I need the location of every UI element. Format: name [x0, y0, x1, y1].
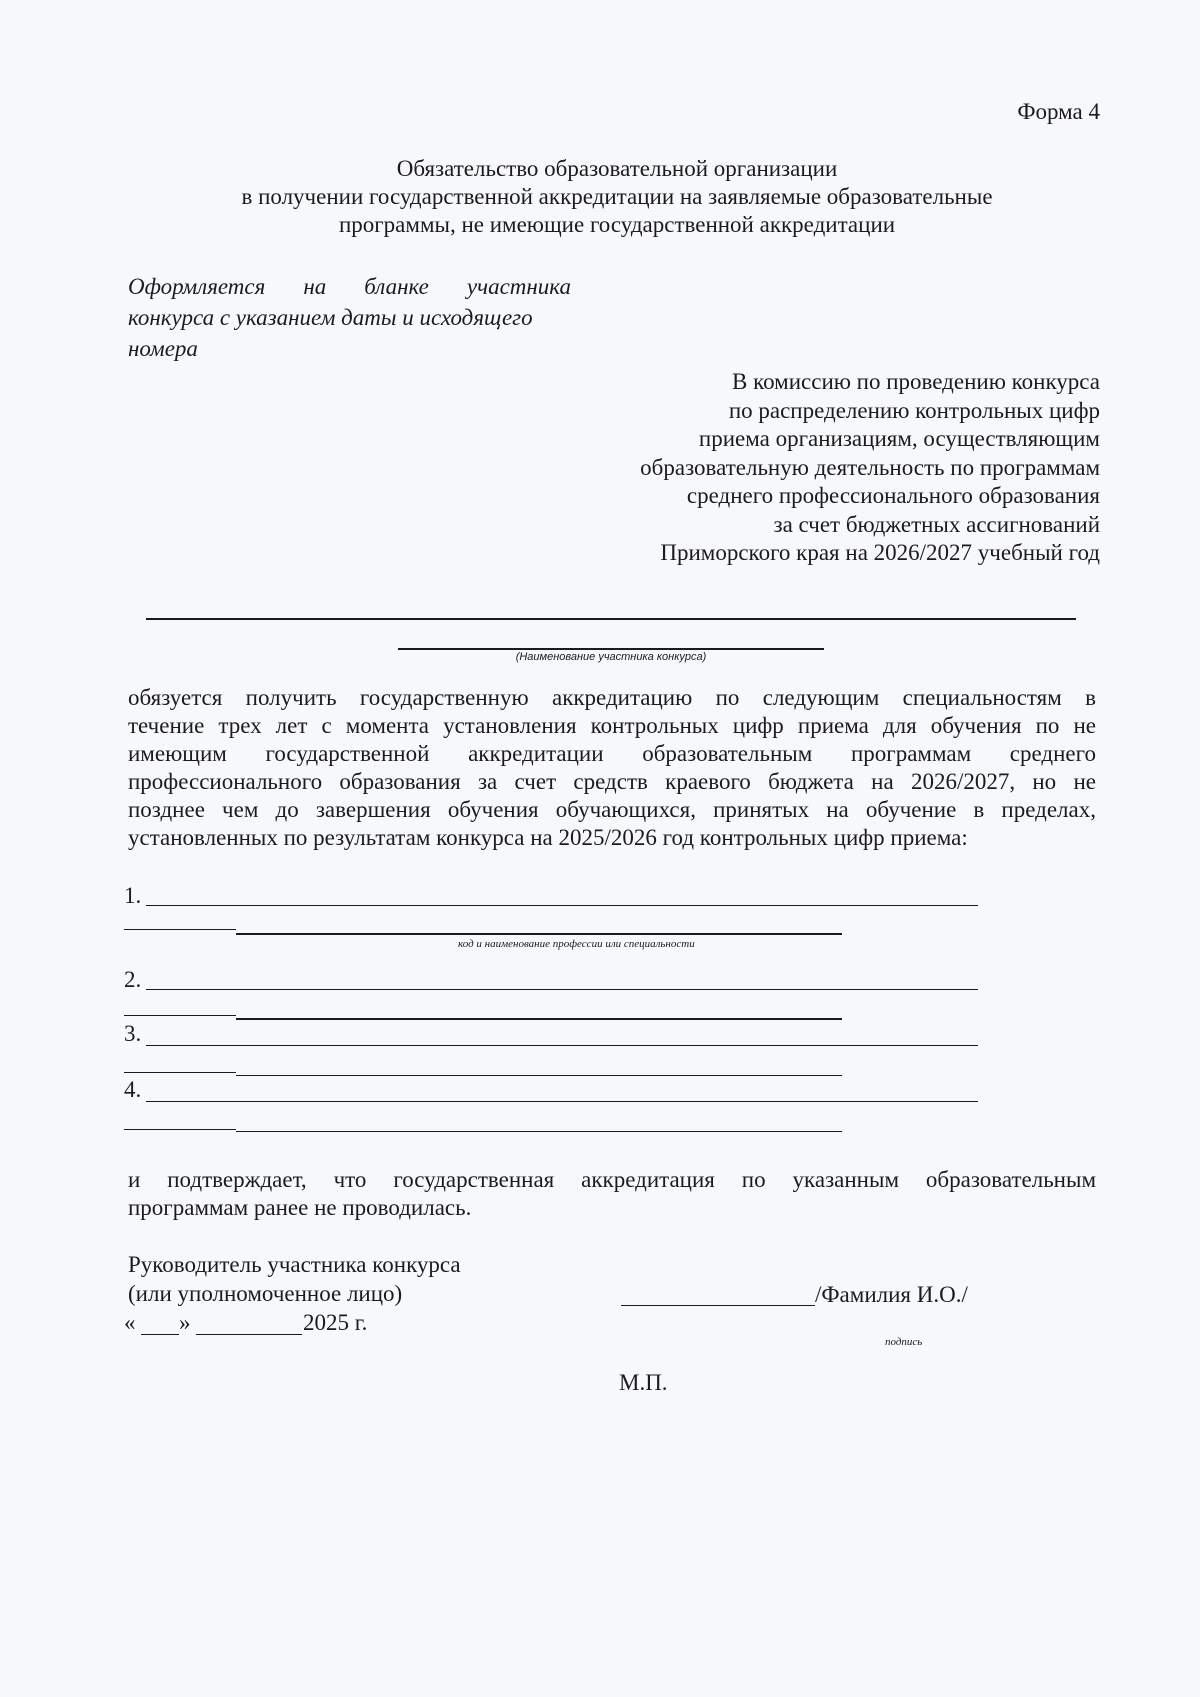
obligation-line-5: позднее чем до завершения обучения обучающихся, принятых на обучение в пределах,	[128, 797, 1096, 822]
signature-name: /Фамилия И.О./	[815, 1282, 968, 1307]
signatory-title: Руководитель участника конкурса	[128, 1252, 461, 1277]
addressee-line-5: среднего профессионального образования	[686, 483, 1100, 508]
item-4-field[interactable]	[146, 1101, 978, 1102]
item-4-continuation-short	[124, 1129, 236, 1130]
item-1-field[interactable]	[146, 905, 978, 906]
item-2-continuation[interactable]	[236, 1018, 842, 1020]
item-2-number: 2.	[124, 967, 142, 992]
obligation-line-4: профессионального образования за счет средств краевого бюджета на 2026/2027, но не	[128, 769, 1096, 794]
title-line-3: программы, не имеющие государственной аккредитации	[338, 212, 896, 237]
date-day-field[interactable]	[141, 1334, 179, 1335]
obligation-line-3: имеющим государственной аккредитации образовательным программам среднего	[128, 741, 1096, 766]
signatory-subtitle: (или уполномоченное лицо)	[128, 1281, 403, 1306]
title-line-2: в получении государственной аккредитации на заявляемые образовательные	[241, 184, 993, 209]
specialty-caption: код и наименование профессии или специальности	[458, 938, 695, 950]
item-2-continuation-short	[124, 1015, 236, 1016]
confirmation-line-1: и подтверждает, что государственная аккредитация по указанным образовательным	[128, 1167, 1096, 1192]
item-1-number: 1.	[124, 883, 142, 908]
item-1-continuation[interactable]	[236, 933, 842, 935]
signature-caption: подпись	[885, 1336, 923, 1348]
item-4-continuation[interactable]	[236, 1131, 842, 1132]
obligation-line-6: установленных по результатам конкурса на 2025/2026 год контрольных цифр приема:	[128, 825, 968, 850]
item-2-field[interactable]	[146, 989, 978, 990]
stamp-label: М.П.	[619, 1370, 668, 1395]
note-line-2: конкурса с указанием даты и исходящего	[128, 305, 533, 330]
obligation-line-1: обязуется получить государственную аккредитацию по следующим специальностям в	[128, 685, 1096, 710]
title-line-1: Обязательство образовательной организации	[396, 156, 838, 181]
date-month-field[interactable]	[196, 1334, 302, 1335]
date-year: 2025 г.	[303, 1310, 368, 1335]
date-close-quote: »	[179, 1310, 191, 1335]
item-3-continuation-short	[124, 1072, 236, 1073]
form-number: Форма 4	[1017, 99, 1100, 124]
addressee-line-6: за счет бюджетных ассигнований	[773, 512, 1100, 537]
obligation-line-2: течение трех лет с момента установления контрольных цифр приема для обучения по не	[128, 713, 1096, 738]
item-1-continuation-short	[124, 929, 236, 930]
participant-name-line[interactable]	[146, 618, 1076, 620]
addressee-line-7: Приморского края на 2026/2027 учебный год	[660, 540, 1100, 565]
item-3-number: 3.	[124, 1021, 142, 1046]
participant-caption: (Наименование участника конкурса)	[515, 651, 707, 663]
addressee-line-2: по распределению контрольных цифр	[728, 398, 1100, 423]
addressee-line-3: приема организациям, осуществляющим	[698, 426, 1100, 451]
note-line-1: Оформляется на бланке участника	[128, 274, 571, 299]
date-open-quote: «	[124, 1310, 136, 1335]
addressee-line-1: В комиссию по проведению конкурса	[732, 369, 1100, 394]
item-4-number: 4.	[124, 1077, 142, 1102]
item-3-field[interactable]	[146, 1045, 978, 1046]
confirmation-line-2: программам ранее не проводилась.	[128, 1195, 472, 1220]
note-line-3: номера	[128, 336, 198, 361]
signature-field[interactable]	[621, 1305, 815, 1306]
item-3-continuation[interactable]	[236, 1075, 842, 1076]
addressee-line-4: образовательную деятельность по программам	[640, 455, 1100, 480]
